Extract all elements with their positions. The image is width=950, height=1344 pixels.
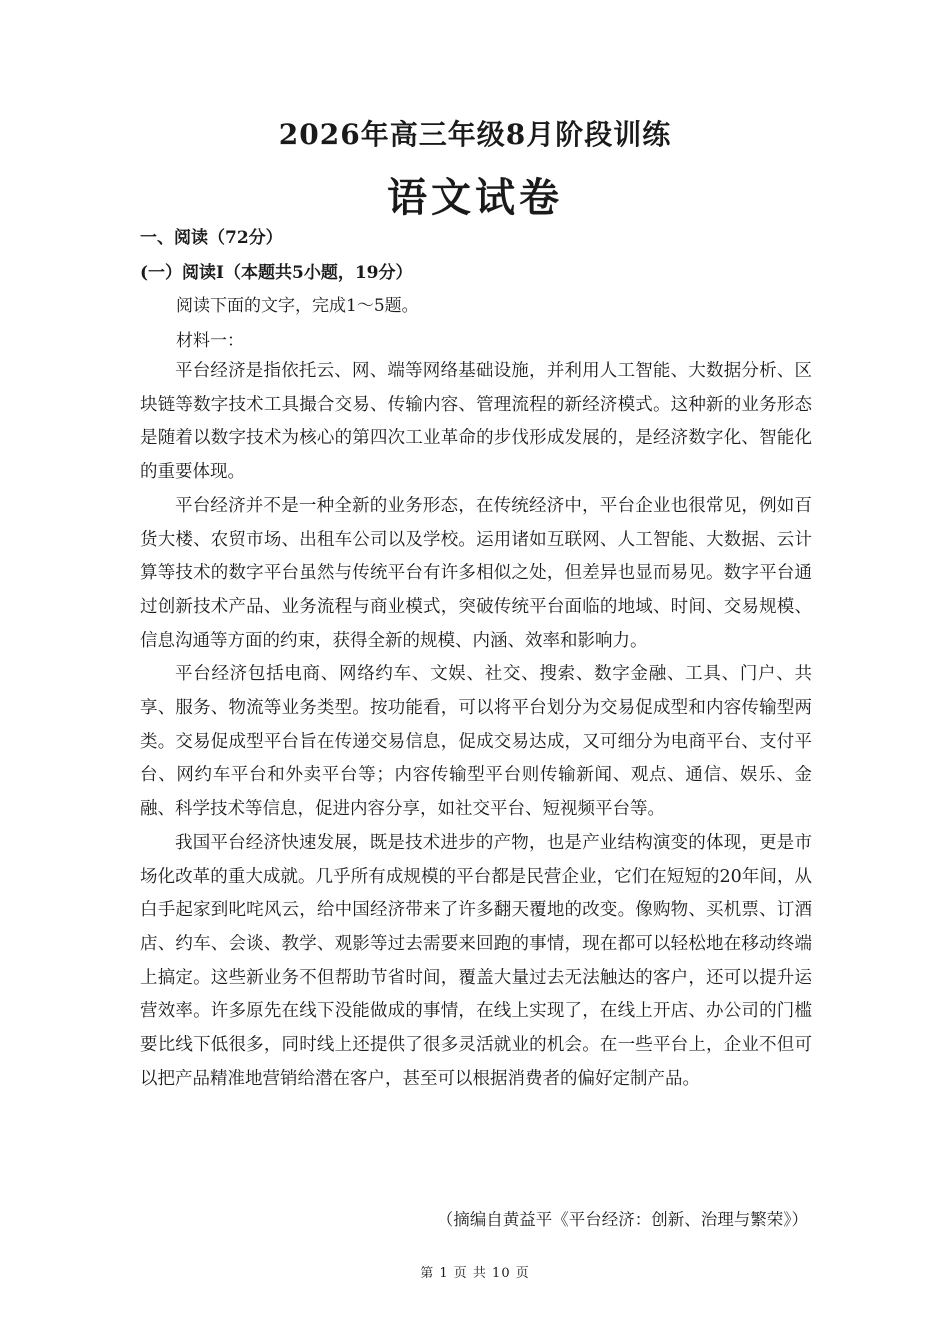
- passage-paragraph-4: 我国平台经济快速发展，既是技术进步的产物，也是产业结构演变的体现，更是市场化改革的重大成就。几乎所有成规模的平台都是民营企业，它们在短短的20年间，从白手起家到叱咤风云，给中国经济带来了许多翻天覆地的改变。像购物、买机票、订酒店、约车、会谈、教学、观影等过去需要来回跑的事情，现在都可以轻松地在移动终端上搞定。这些新业务不但帮助节省时间，覆盖大量过去无法触达的客户，还可以提升运营效率。许多原先在线下没能做成的事情，在线上实现了，在线上开店、办公司的门槛要比线下低很多，同时线上还提供了很多灵活就业的机会。在一些平台上，企业不但可以把产品精准地营销给潜在客户，甚至可以根据消费者的偏好定制产品。: [140, 832, 812, 1089]
- section-heading: 一、阅读（72分）: [140, 228, 283, 248]
- exam-title: 2026年高三年级8月阶段训练: [278, 118, 672, 151]
- material-label: 材料一：: [176, 331, 244, 351]
- exam-subtitle: 语文试卷: [387, 174, 563, 221]
- source-citation: （摘编自黄益平《平台经济：创新、治理与繁荣》）: [436, 1210, 808, 1229]
- reading-instruction: 阅读下面的文字，完成1～5题。: [176, 296, 419, 316]
- part-heading: (一）阅读I（本题共5小题，19分）: [140, 263, 413, 283]
- passage-paragraph-2: 平台经济并不是一种全新的业务形态，在传统经济中，平台企业也很常见，例如百货大楼、农贸市场、出租车公司以及学校。运用诸如互联网、人工智能、大数据、云计算等技术的数字平台虽然与传统平台有许多相似之处，但差异也显而易见。数字平台通过创新技术产品、业务流程与商业模式，突破传统平台面临的地域、时间、交易规模、信息沟通等方面的约束，获得全新的规模、内涵、效率和影响力。: [140, 495, 812, 651]
- passage-paragraph-3: 平台经济包括电商、网络约车、文娱、社交、搜索、数字金融、工具、门户、共享、服务、物流等业务类型。按功能看，可以将平台划分为交易促成型和内容传输型两类。交易促成型平台旨在传递交易信息，促成交易达成，又可细分为电商平台、支付平台、网约车平台和外卖平台等；内容传输型平台则传输新闻、观点、通信、娱乐、金融、科学技术等信息，促进内容分享，如社交平台、短视频平台等。: [140, 664, 812, 820]
- passage-body: [140, 355, 812, 1096]
- passage-paragraph-1: 平台经济是指依托云、网、端等网络基础设施，并利用人工智能、大数据分析、区块链等数字技术工具撮合交易、传输内容、管理流程的新经济模式。这种新的业务形态是随着以数字技术为核心的第四次工业革命的步伐形成发展的，是经济数字化、智能化的重要体现。: [140, 361, 812, 483]
- page-footer: 第 1 页 共 10 页: [420, 1266, 530, 1281]
